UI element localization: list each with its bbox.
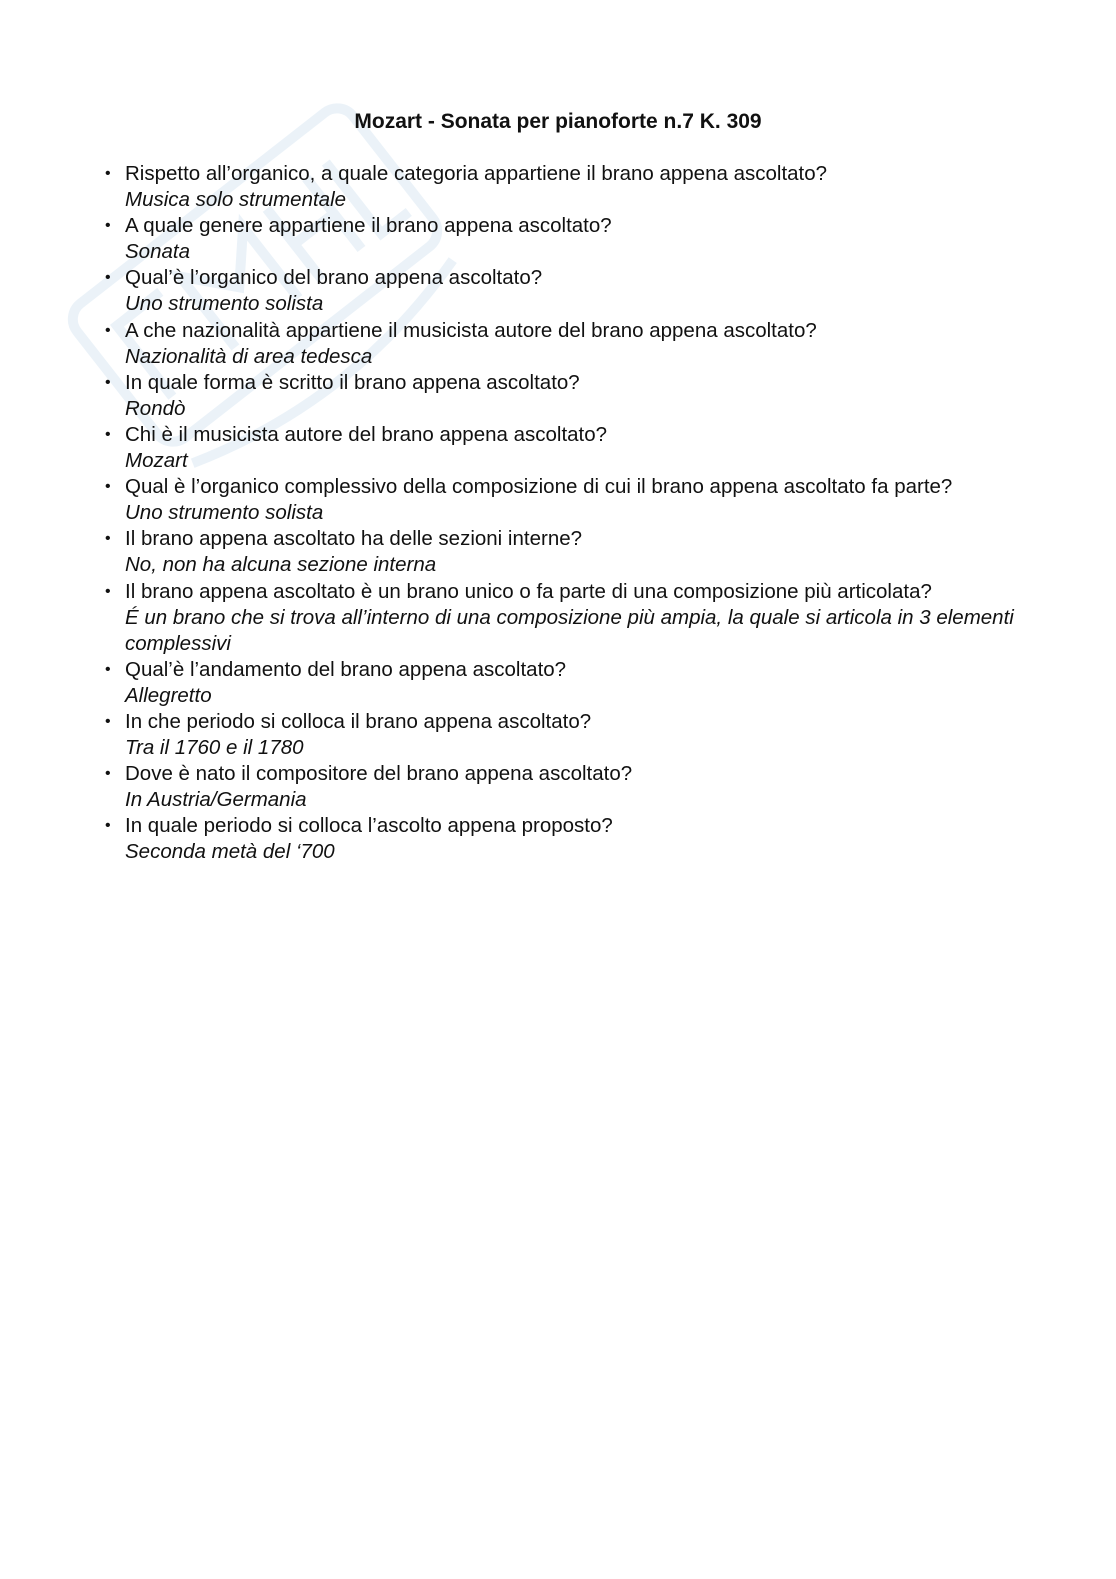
- list-item: [105, 318, 1025, 370]
- bullet-icon: •: [105, 373, 111, 391]
- bullet-icon: •: [105, 582, 111, 600]
- list-item: [105, 526, 1025, 578]
- answer-text: Seconda metà del ‘700: [125, 840, 335, 864]
- bullet-icon: •: [105, 817, 111, 835]
- question-list: [105, 161, 1025, 866]
- bullet-icon: •: [105, 530, 111, 548]
- bullet-icon: •: [105, 660, 111, 678]
- answer-text: Nazionalità di area tedesca: [125, 344, 373, 368]
- question-text: A che nazionalità appartiene il musicista autore del brano appena ascoltato?: [125, 318, 817, 342]
- list-item: [105, 265, 1025, 317]
- answer-text: É un brano che si trova all’interno di una composizione più ampia, la quale si articola in 3 elementi complessivi: [125, 605, 1014, 655]
- bullet-icon: •: [105, 425, 111, 443]
- list-item: [105, 161, 1025, 213]
- list-item: [105, 579, 1025, 657]
- question-text: In quale periodo si colloca l’ascolto appena proposto?: [125, 814, 613, 838]
- answer-text: Uno strumento solista: [125, 292, 324, 316]
- bullet-icon: •: [105, 321, 111, 339]
- question-text: Dove è nato il compositore del brano appena ascoltato?: [125, 762, 633, 786]
- list-item: [105, 474, 1025, 526]
- bullet-icon: •: [105, 165, 111, 182]
- list-item: [105, 422, 1025, 474]
- question-text: Il brano appena ascoltato è un brano unico o fa parte di una composizione più articolata?: [125, 579, 932, 603]
- question-text: A quale genere appartiene il brano appena ascoltato?: [125, 214, 612, 238]
- page-title: Mozart - Sonata per pianoforte n.7 K. 309: [354, 110, 762, 133]
- question-text: Qual’è l’andamento del brano appena ascoltato?: [125, 657, 567, 681]
- answer-text: Tra il 1760 e il 1780: [125, 736, 304, 760]
- question-text: In quale forma è scritto il brano appena ascoltato?: [125, 370, 580, 394]
- question-text: Qual’è l’organico del brano appena ascoltato?: [125, 266, 543, 290]
- list-item: [105, 761, 1025, 813]
- answer-text: No, non ha alcuna sezione interna: [125, 553, 437, 577]
- answer-text: Sonata: [125, 240, 190, 264]
- bullet-icon: •: [105, 217, 111, 235]
- bullet-icon: •: [105, 269, 111, 287]
- list-item: [105, 813, 1025, 865]
- list-item: [105, 370, 1025, 422]
- answer-text: Mozart: [125, 449, 188, 473]
- answer-text: In Austria/Germania: [125, 788, 307, 812]
- question-text: Rispetto all’organico, a quale categoria appartiene il brano appena ascoltato?: [125, 162, 828, 185]
- answer-text: Allegretto: [125, 683, 212, 707]
- bullet-icon: •: [105, 478, 111, 496]
- question-text: Qual è l’organico complessivo della composizione di cui il brano appena ascoltato fa parte?: [125, 475, 953, 499]
- list-item: [105, 213, 1025, 265]
- bullet-icon: •: [105, 765, 111, 783]
- question-text: Chi è il musicista autore del brano appena ascoltato?: [125, 422, 608, 446]
- list-item: [105, 709, 1025, 761]
- bullet-icon: •: [105, 712, 111, 730]
- answer-text: Uno strumento solista: [125, 501, 324, 525]
- question-text: Il brano appena ascoltato ha delle sezioni interne?: [125, 527, 583, 551]
- answer-text: Rondò: [125, 396, 186, 420]
- answer-text: Musica solo strumentale: [125, 188, 347, 212]
- list-item: [105, 657, 1025, 709]
- question-text: In che periodo si colloca il brano appena ascoltato?: [125, 709, 592, 733]
